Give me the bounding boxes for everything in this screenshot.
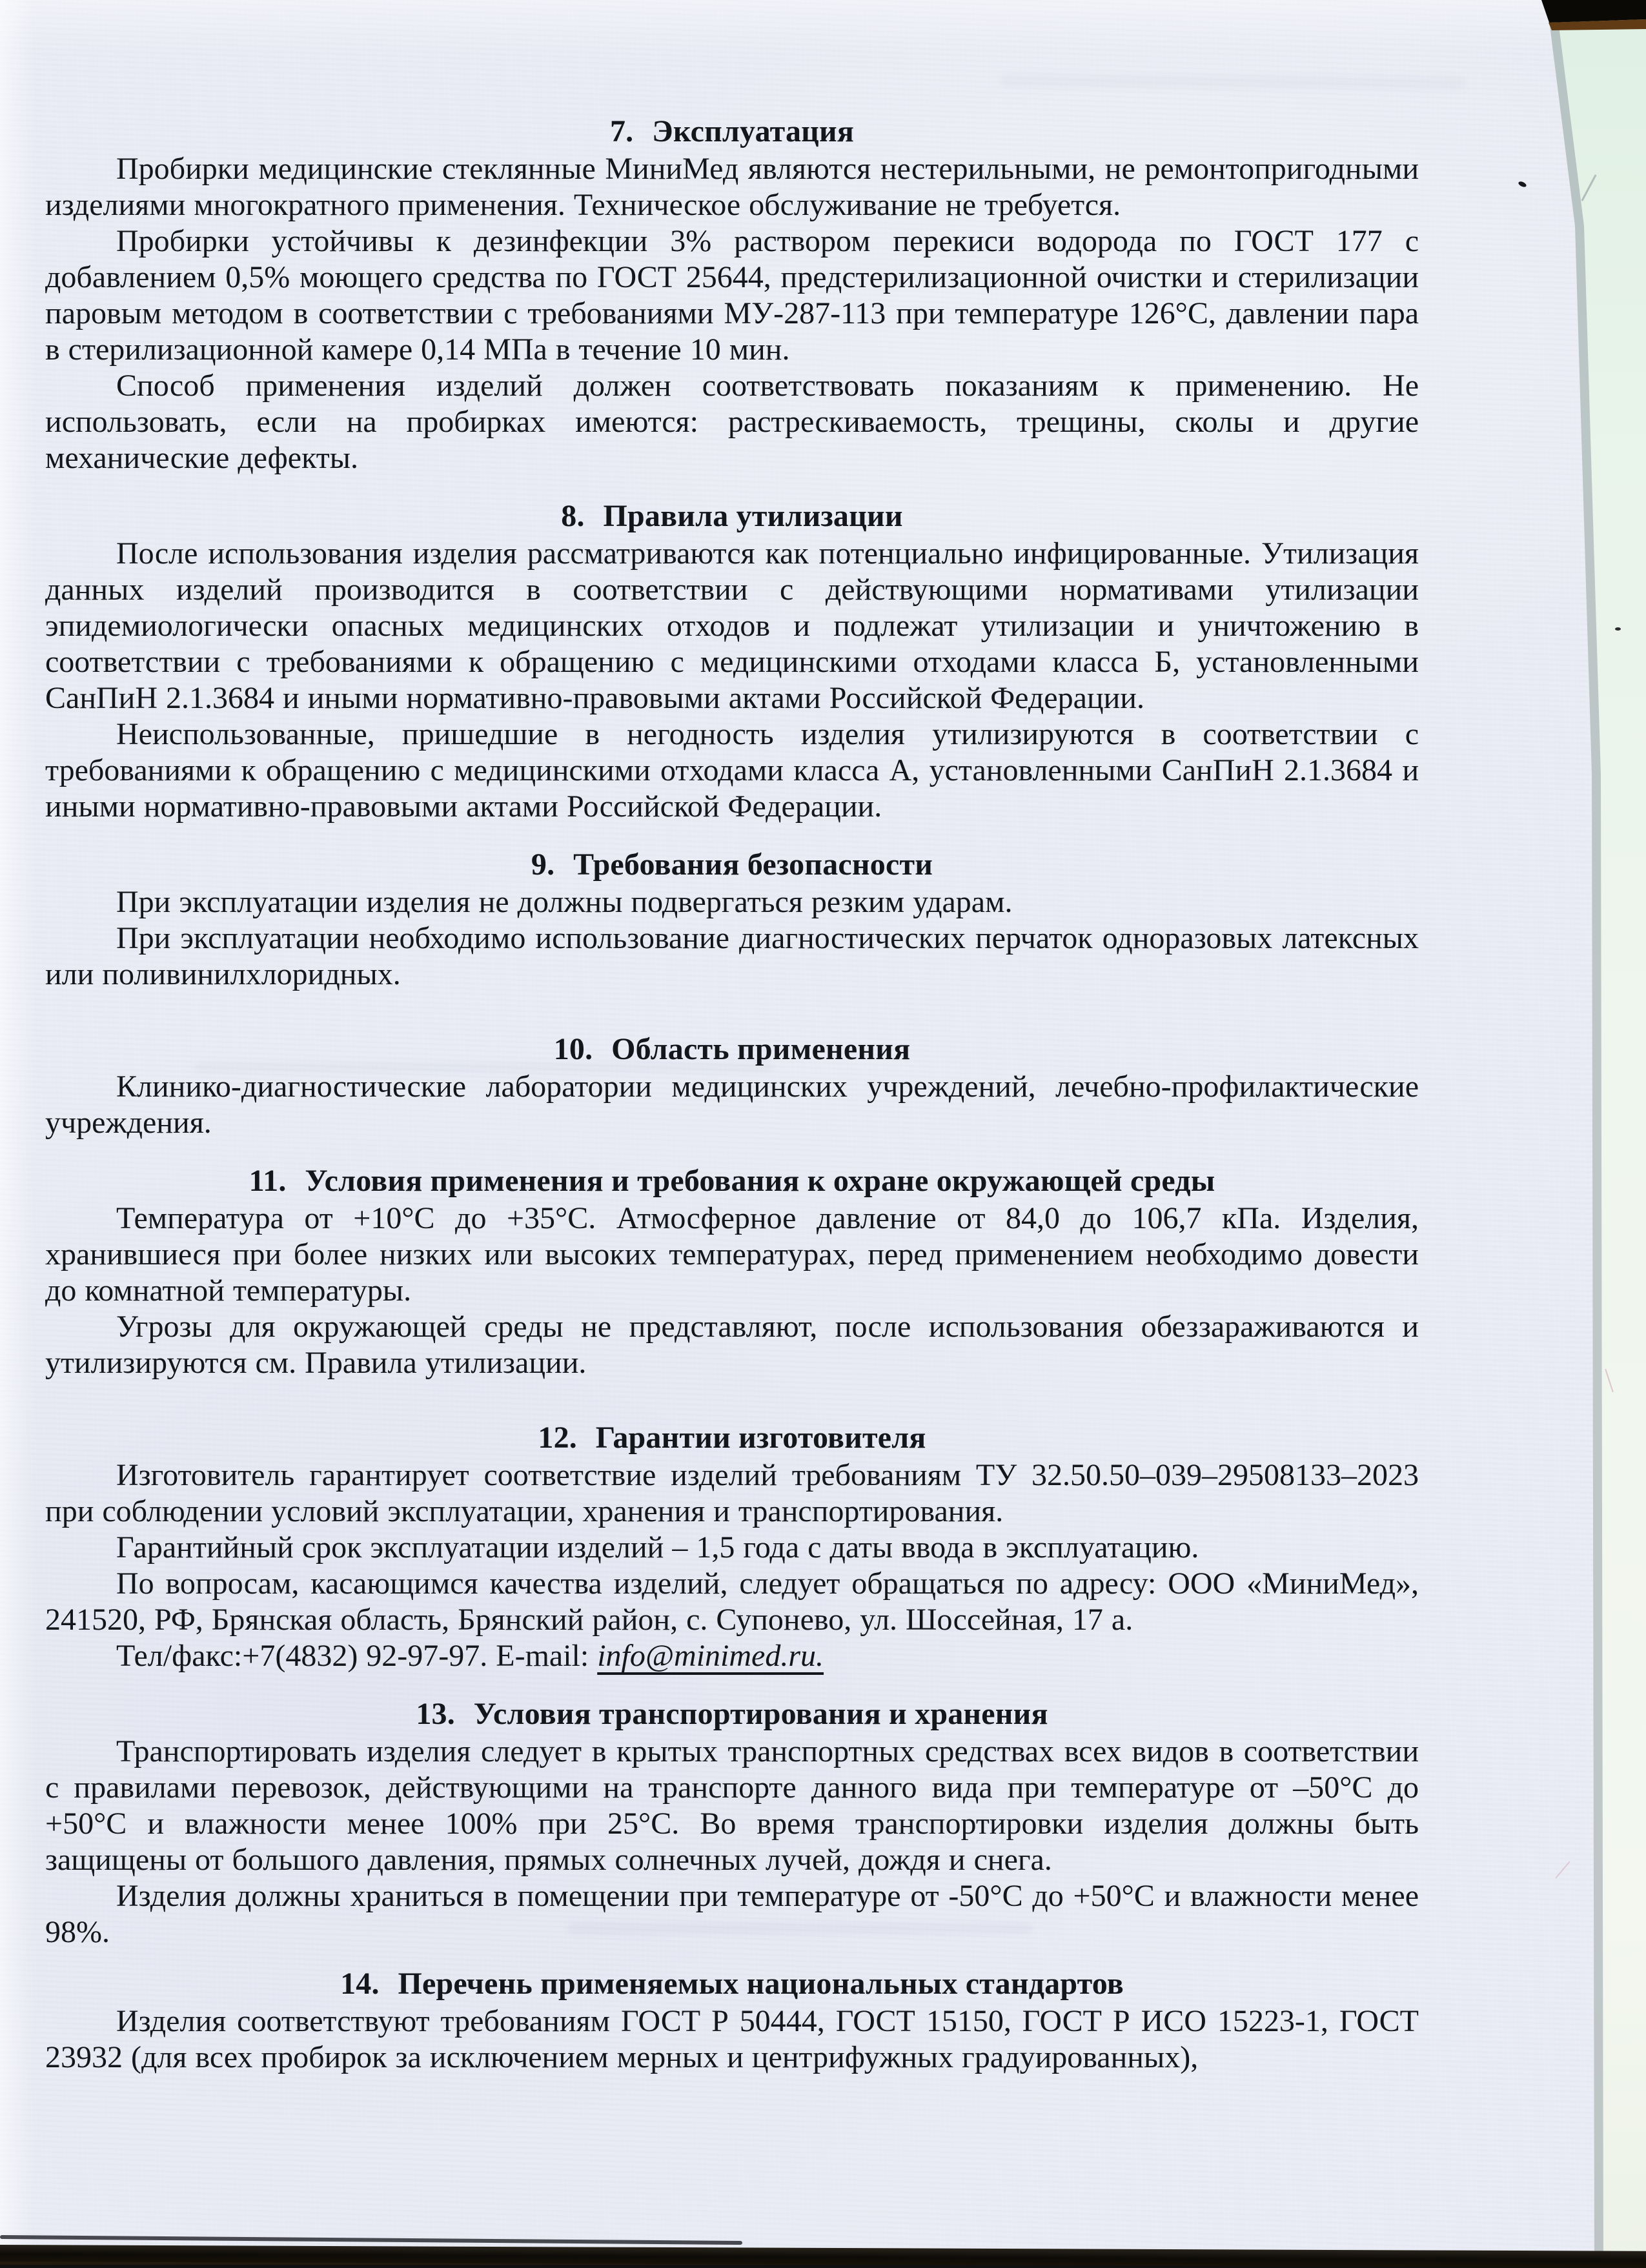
section-11-heading xyxy=(45,1163,1419,1199)
paragraph: Пробирки устойчивы к дезинфекции 3% раствором перекиси водорода по ГОСТ 177 с добавлением 0,5% моющего средства по ГОСТ 25644, предстерилизационной очистки и стерилизации паровым методом в соответствии с требованиями МУ-287-113 при температуре 126°С, давлении пара в стерилизационной камере 0,14 МПа в течение 10 мин. xyxy=(45,224,1419,367)
paragraph: Гарантийный срок эксплуатации изделий – 1,5 года с даты ввода в эксплуатацию. xyxy=(116,1530,1199,1564)
phone-fax-text: Тел/факс:+7(4832) 92-97-97. E-mail: xyxy=(116,1639,598,1673)
section-8-heading xyxy=(45,498,1419,534)
section-11-use-conditions xyxy=(45,1163,1419,1381)
section-7-heading xyxy=(45,114,1419,150)
section-number: 8. xyxy=(561,499,585,533)
section-title: Область применения xyxy=(611,1032,911,1066)
section-12-heading xyxy=(45,1420,1419,1456)
paragraph: Способ применения изделий должен соответствовать показаниям к применению. Не использовать, если на пробирках имеются: растрескиваемость, трещины, сколы и другие механические дефекты. xyxy=(45,369,1419,475)
paragraph: Транспортировать изделия следует в крытых транспортных средствах всех видов в соответствии с правилами перевозок, действующими на транспорте данного вида при температуре от –50°С до +50°С и влажности менее 100% при 25°С. Во время транспортировки изделия должны быть защищены от большого давления, прямых солнечных лучей, дождя и снега. xyxy=(45,1734,1419,1877)
section-title: Перечень применяемых национальных стандартов xyxy=(398,1967,1124,2001)
section-title: Требования безопасности xyxy=(573,847,933,882)
paragraph: Угрозы для окружающей среды не представляют, после использования обеззараживаются и утилизируются см. Правила утилизации. xyxy=(45,1310,1419,1380)
section-8-disposal-rules xyxy=(45,498,1419,825)
section-title: Гарантии изготовителя xyxy=(595,1421,926,1455)
section-number: 7. xyxy=(609,114,634,148)
paragraph: По вопросам, касающимся качества изделий, следует обращаться по адресу: ООО «МиниМед», 241520, РФ, Брянская область, Брянский район, с. Супонево, ул. Шоссейная, 17 а. xyxy=(45,1566,1419,1637)
paragraph: Изготовитель гарантирует соответствие изделий требованиям ТУ 32.50.50–039–29508133–2023 при соблюдении условий эксплуатации, хранения и транспортирования. xyxy=(45,1458,1419,1528)
paragraph: Температура от +10°С до +35°С. Атмосферное давление от 84,0 до 106,7 кПа. Изделия, хранившиеся при более низких или высоких температурах, перед применением необходимо довести до комнатной температуры. xyxy=(45,1201,1419,1308)
section-title: Условия применения и требования к охране окружающей среды xyxy=(305,1164,1215,1198)
section-number: 12. xyxy=(538,1421,577,1455)
paragraph: Изделия соответствуют требованиям ГОСТ Р 50444, ГОСТ 15150, ГОСТ Р ИСО 15223-1, ГОСТ 23932 (для всех пробирок за исключением мерных и центрифужных градуированных), xyxy=(45,2004,1419,2074)
section-number: 9. xyxy=(531,847,555,882)
section-12-manufacturer-warranty xyxy=(45,1420,1419,1674)
document-text xyxy=(45,114,1419,2076)
paragraph: При эксплуатации изделия не должны подвергаться резким ударам. xyxy=(116,885,1013,919)
section-number: 10. xyxy=(553,1032,593,1066)
section-number: 13. xyxy=(416,1697,455,1731)
section-13-transport-storage xyxy=(45,1696,1419,1950)
paragraph: Пробирки медицинские стеклянные МиниМед являются нестерильными, не ремонтопригодными изделиями многократного применения. Техническое обслуживание не требуется. xyxy=(45,152,1419,222)
paragraph: После использования изделия рассматриваются как потенциально инфицированные. Утилизация данных изделий производится в соответствии с действующими нормативами утилизации эпидемиологически опасных медицинских отходов и подлежат утилизации и уничтожению в соответствии с требованиями к обращению с медицинскими отходами класса Б, установленными СанПиН 2.1.3684 и иными нормативно-правовыми актами Российской Федерации. xyxy=(45,536,1419,715)
ink-speck xyxy=(1615,627,1621,631)
section-number: 11. xyxy=(249,1164,287,1198)
paragraph: Клинико-диагностические лаборатории медицинских учреждений, лечебно-профилактические учреждения. xyxy=(45,1069,1419,1140)
bleedthrough-smudge xyxy=(1001,75,1465,89)
section-number: 14. xyxy=(340,1967,380,2001)
paragraph: При эксплуатации необходимо использование диагностических перчаток одноразовых латексных или поливинилхлоридных. xyxy=(45,921,1419,991)
section-13-heading xyxy=(45,1696,1419,1732)
section-9-safety-requirements xyxy=(45,847,1419,993)
section-title: Эксплуатация xyxy=(652,114,855,148)
section-10-application-area xyxy=(45,1031,1419,1141)
section-14-national-standards xyxy=(45,1966,1419,2076)
email-text: info@minimed.ru. xyxy=(597,1639,824,1673)
section-7-operation xyxy=(45,114,1419,476)
paragraph: Изделия должны храниться в помещении при температуре от -50°С до +50°С и влажности менее 98%. xyxy=(45,1879,1419,1949)
section-14-heading xyxy=(45,1966,1419,2002)
paragraph: Неиспользованные, пришедшие в негодность изделия утилизируются в соответствии с требованиями к обращению с медицинскими отходами класса А, установленными СанПиН 2.1.3684 и иными нормативно-правовыми актами Российской Федерации. xyxy=(45,717,1419,824)
contact-line xyxy=(45,1638,1419,1674)
section-10-heading xyxy=(45,1031,1419,1068)
section-title: Условия транспортирования и хранения xyxy=(473,1697,1048,1731)
section-9-heading xyxy=(45,847,1419,883)
section-title: Правила утилизации xyxy=(603,499,903,533)
